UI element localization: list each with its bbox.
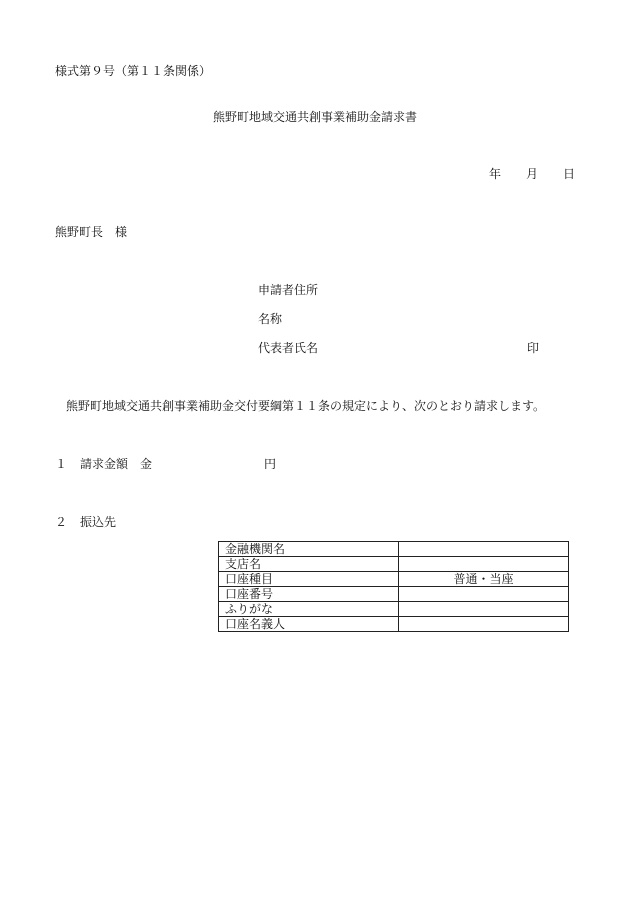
account-type-label: 口座種目 [219, 572, 399, 587]
seal-mark: 印 [527, 341, 540, 355]
table-row [219, 587, 569, 602]
request-statement: 熊野町地域交通共創事業補助金交付要綱第１１条の規定により、次のとおり請求します。 [66, 399, 546, 413]
branch-name-value [399, 557, 569, 572]
document-title: 熊野町地域交通共創事業補助金請求書 [212, 110, 417, 124]
date-day: 日 [563, 167, 576, 181]
furigana-value [399, 602, 569, 617]
account-number-label: 口座番号 [219, 587, 399, 602]
account-number-value [399, 587, 569, 602]
branch-name-label: 支店名 [219, 557, 399, 572]
item1-number: １ [55, 457, 68, 471]
date-year: 年 [489, 167, 502, 181]
table-row [219, 542, 569, 557]
form-number: 様式第９号（第１１条関係） [55, 64, 212, 78]
addressee [55, 225, 127, 239]
representative-name-label: 代表者氏名 [258, 341, 319, 355]
bank-name-value [399, 542, 569, 557]
table-row [219, 557, 569, 572]
table-row [219, 602, 569, 617]
account-holder-label: 口座名義人 [219, 617, 399, 632]
account-holder-value [399, 617, 569, 632]
addressee-honorific: 様 [115, 225, 128, 239]
furigana-label: ふりがな [219, 602, 399, 617]
item2-number: ２ [55, 515, 68, 529]
bank-account-table [218, 541, 569, 632]
addressee-name: 熊野町長 [55, 225, 104, 239]
bank-name-label: 金融機関名 [219, 542, 399, 557]
account-type-value: 普通・当座 [399, 572, 569, 587]
table-row [219, 572, 569, 587]
claim-amount-line [55, 457, 152, 471]
applicant-name-label: 名称 [258, 312, 283, 326]
transfer-destination-heading [55, 515, 116, 529]
applicant-address-label: 申請者住所 [258, 283, 319, 297]
claim-amount-label: 請求金額 [80, 457, 129, 471]
yen-unit: 円 [264, 457, 277, 471]
transfer-destination-label: 振込先 [80, 515, 117, 529]
date-month: 月 [526, 167, 539, 181]
amount-prefix: 金 [140, 457, 153, 471]
table-row [219, 617, 569, 632]
date-line [489, 167, 575, 181]
